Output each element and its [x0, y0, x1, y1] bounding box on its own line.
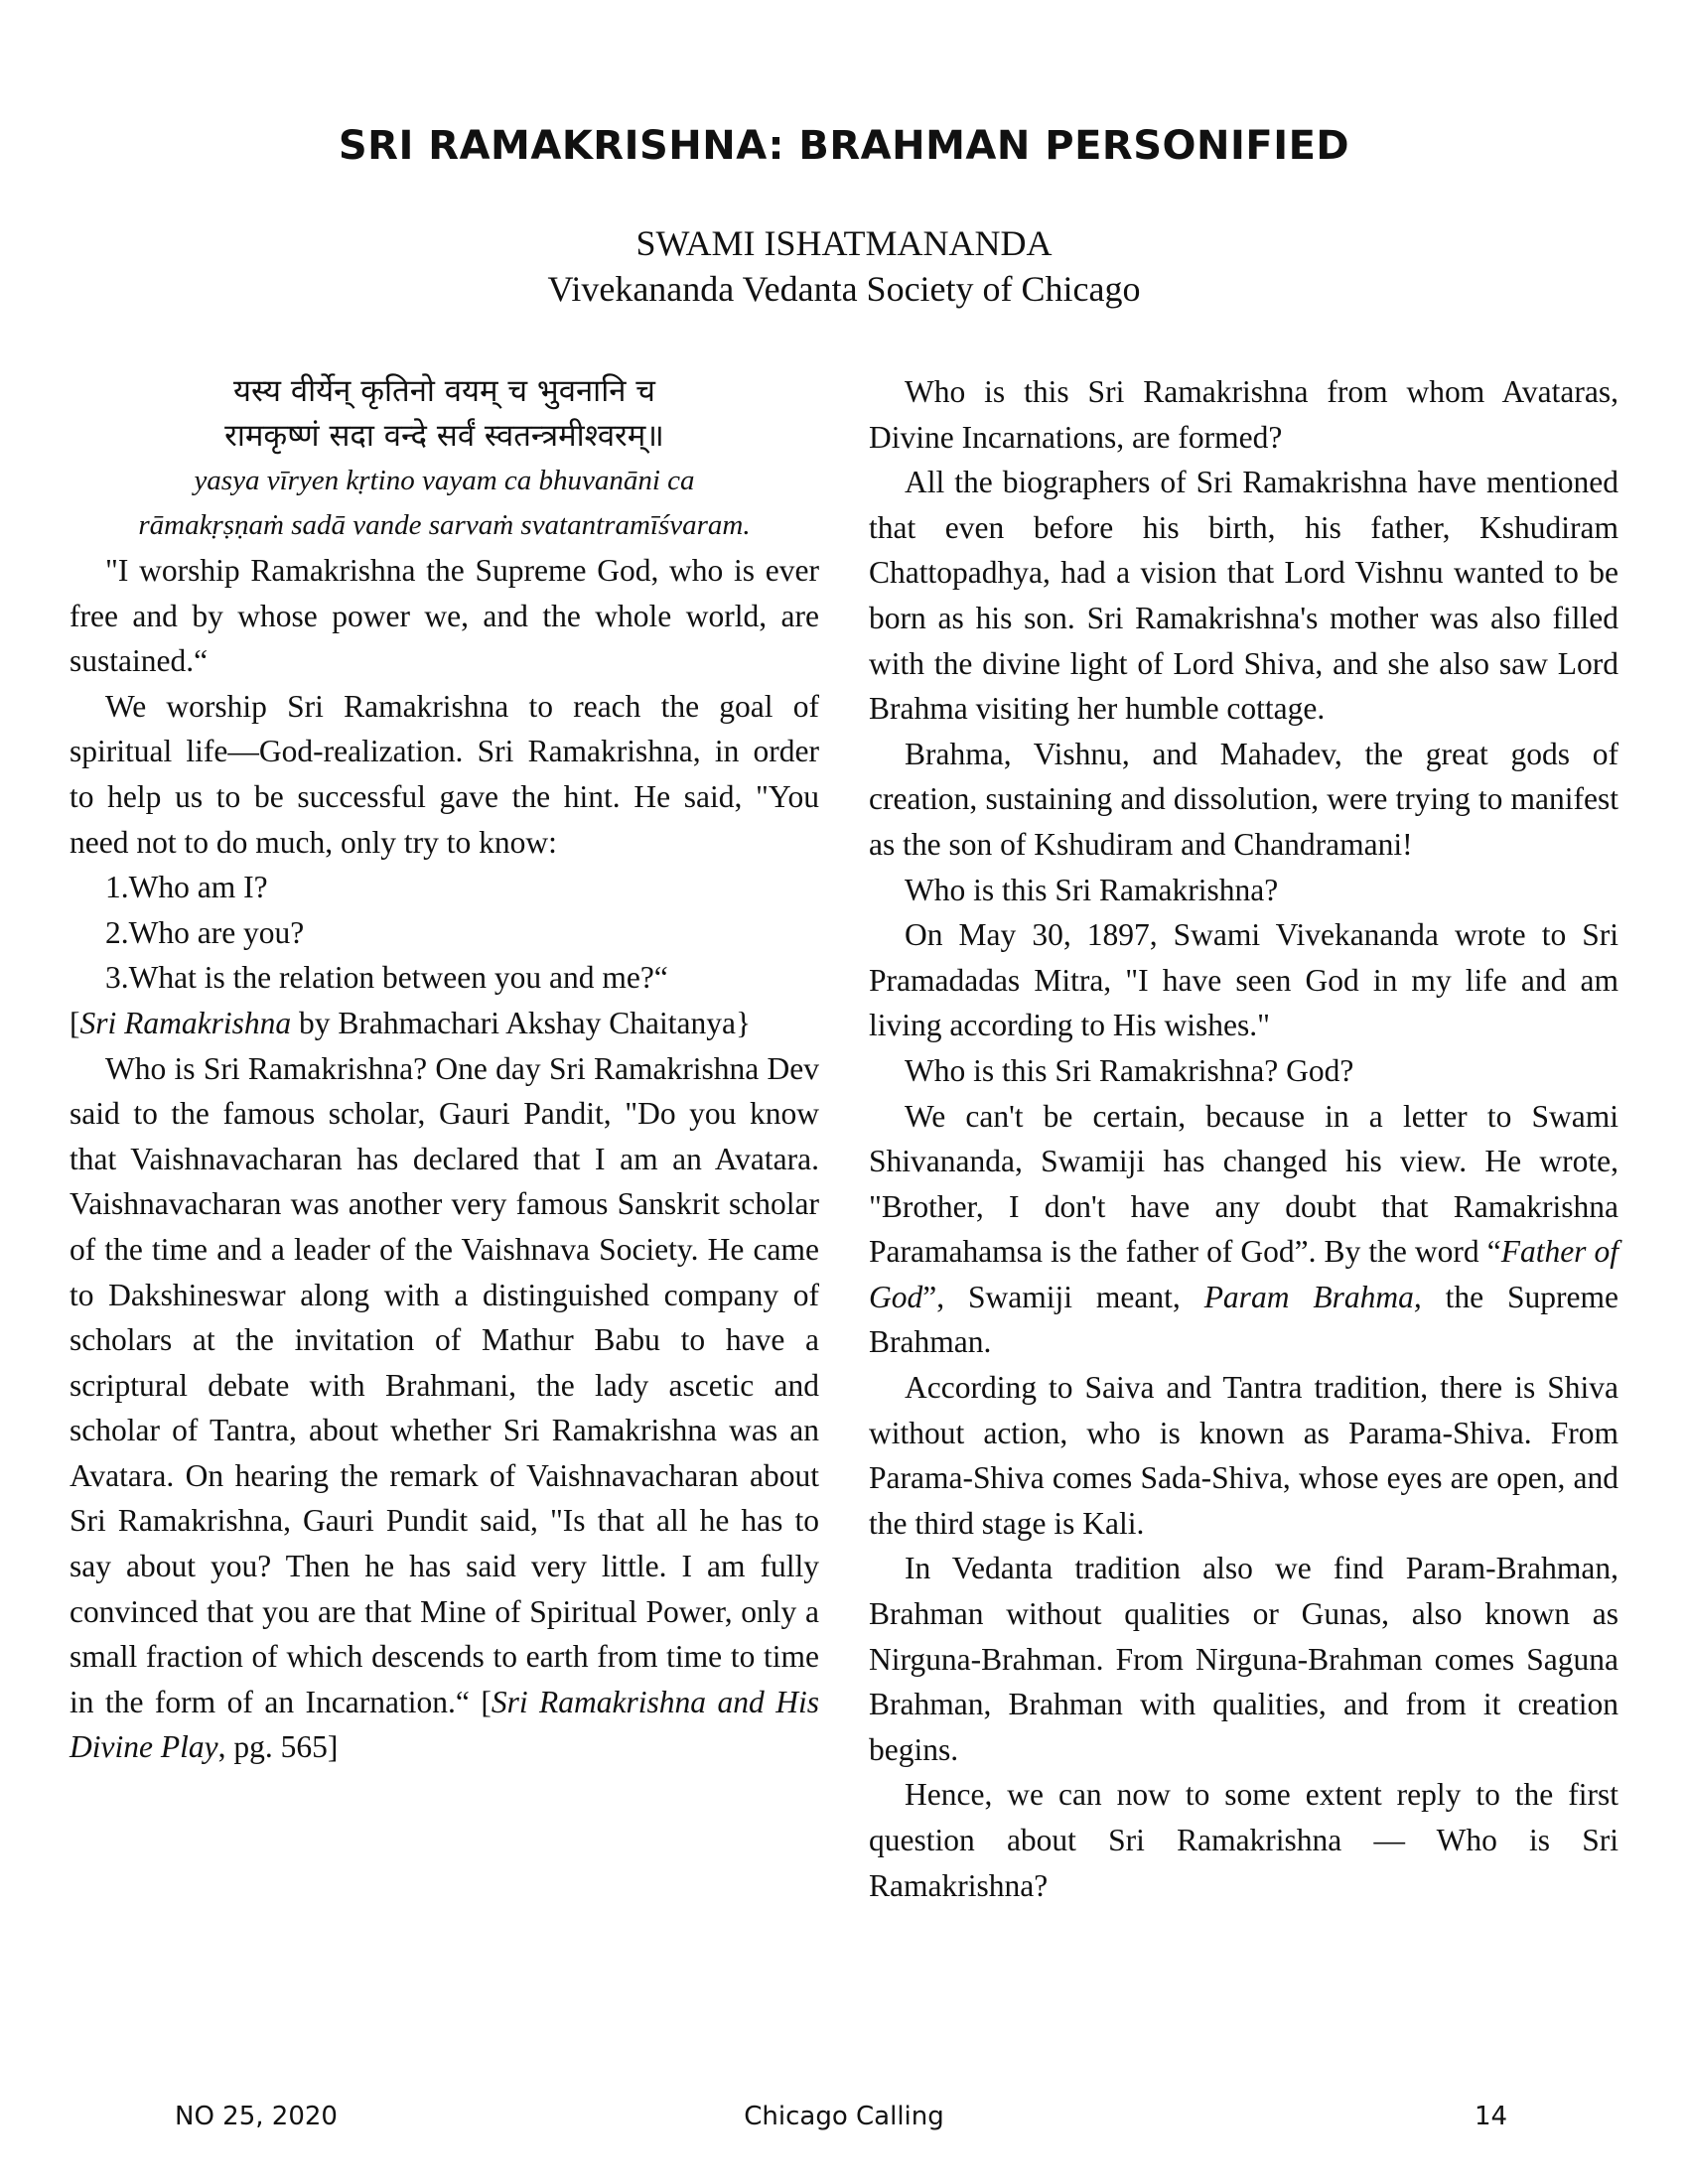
paragraph: In Vedanta tradition also we find Param-Brahman, Brahman without qualities or Gunas, also known as Nirguna-Brahman. From Nirguna-Brahman comes Saguna Brahman, Brahman with qualities, and from it creation begins. [869, 1551, 1618, 1767]
translit-line: yasya vīryen kṛtino vayam ca bhuvanāni ca [194, 465, 695, 496]
paragraph: Who is Sri Ramakrishna? One day Sri Ramakrishna Dev said to the famous scholar, Gauri Pandit, "Do you know that Vaishnavacharan has declared that I am an Avatara. Vaishnavacharan was another very famous Sanskrit scholar of the time and a leader of the Vaishnava Society. He came to Dakshineswar along with a distinguished company of scholars at the invitation of Mathur Babu to have a scriptural debate with Brahmani, the lady ascetic and scholar of Tantra, about whether Sri Ramakrishna was an Avatara. On hearing the remark of Vaishnavacharan about Sri Ramakrishna, Gauri Pundit said, "Is that all he has to say about you? Then he has said very little. I am fully convinced that you are that Mine of Spiritual Power, only a small fraction of which descends to earth from time to time in the form of an Incarnation.“ [Sri Ramakrishna and His Divine Play, pg. 565] [70, 1050, 819, 1765]
citation-title: Sri Ramakrishna and His Divine Play [70, 1684, 819, 1765]
paragraph: Who is this Sri Ramakrishna? God? [905, 1052, 1354, 1088]
author-affiliation: Vivekananda Vedanta Society of Chicago [547, 269, 1141, 309]
paragraph: We can't be certain, because in a letter to Swami Shivananda, Swamiji has changed his view. He wrote, "Brother, I don't have any doubt that Ramakrishna Paramahamsa is the father of God”. By the word “Father of God”, Swamiji meant, Param Brahma, the Supreme Brahman. [869, 1098, 1618, 1360]
paragraph: Brahma, Vishnu, and Mahadev, the great gods of creation, sustaining and dissolution, were trying to manifest as the son of Kshudiram and Chandramani! [869, 736, 1618, 862]
citation: [Sri Ramakrishna by Brahmachari Akshay Chaitanya} [70, 1005, 752, 1040]
right-column [869, 369, 1618, 1908]
page-number: 14 [1475, 2102, 1508, 2131]
paragraph: Who is this Sri Ramakrishna from whom Avataras, Divine Incarnations, are formed? [869, 374, 1618, 455]
list-item: 3.What is the relation between you and me?“ [105, 960, 668, 996]
footer-issue: NO 25, 2020 [175, 2102, 338, 2131]
list-item: 1.Who am I? [105, 870, 268, 905]
citation-title: Sri Ramakrishna [79, 1005, 292, 1040]
author-block [0, 220, 1688, 312]
article-title: SRI RAMAKRISHNA: BRAHMAN PERSONIFIED [338, 123, 1350, 169]
translit-line: rāmakṛṣṇaṁ sadā vande sarvaṁ svatantramīśvaram. [138, 509, 751, 541]
transliteration [70, 459, 819, 548]
paragraph: On May 30, 1897, Swami Vivekananda wrote to Sri Pramadadas Mitra, "I have seen God in my life and am living according to His wishes." [869, 917, 1618, 1043]
footer-publication: Chicago Calling [744, 2102, 944, 2131]
verse-line: रामकृष्णं सदा वन्दे सर्वं स्वतन्त्रमीश्वरम्॥ [224, 418, 664, 454]
author-name: SWAMI ISHATMANANDA [635, 223, 1053, 263]
list-item: 2.Who are you? [105, 914, 305, 950]
paragraph: "I worship Ramakrishna the Supreme God, who is ever free and by whose power we, and the whole world, are sustained.“ [70, 553, 819, 679]
paragraph: Who is this Sri Ramakrishna? [905, 872, 1279, 907]
verse-line: यस्य वीर्येन् कृतिनो वयम् च भुवनानि च [233, 373, 655, 409]
left-column [70, 369, 819, 1770]
paragraph: All the biographers of Sri Ramakrishna have mentioned that even before his birth, his father, Kshudiram Chattopadhya, had a vision that Lord Vishnu wanted to be born as his son. Sri Ramakrishna's mother was also filled with the divine light of Lord Shiva, and she also saw Lord Brahma visiting her humble cottage. [869, 465, 1618, 727]
paragraph: Hence, we can now to some extent reply to the first question about Sri Ramakrishna — Who is Sri Ramakrishna? [869, 1777, 1618, 1903]
paragraph: According to Saiva and Tantra tradition, there is Shiva without action, who is known as Parama-Shiva. From Parama-Shiva comes Sada-Shiva, whose eyes are open, and the third stage is Kali. [869, 1370, 1618, 1541]
paragraph: We worship Sri Ramakrishna to reach the goal of spiritual life—God-realization. Sri Ramakrishna, in order to help us to be successful gave the hint. He said, "You need not to do much, only try to know: [70, 688, 819, 860]
sanskrit-verse [70, 369, 819, 459]
